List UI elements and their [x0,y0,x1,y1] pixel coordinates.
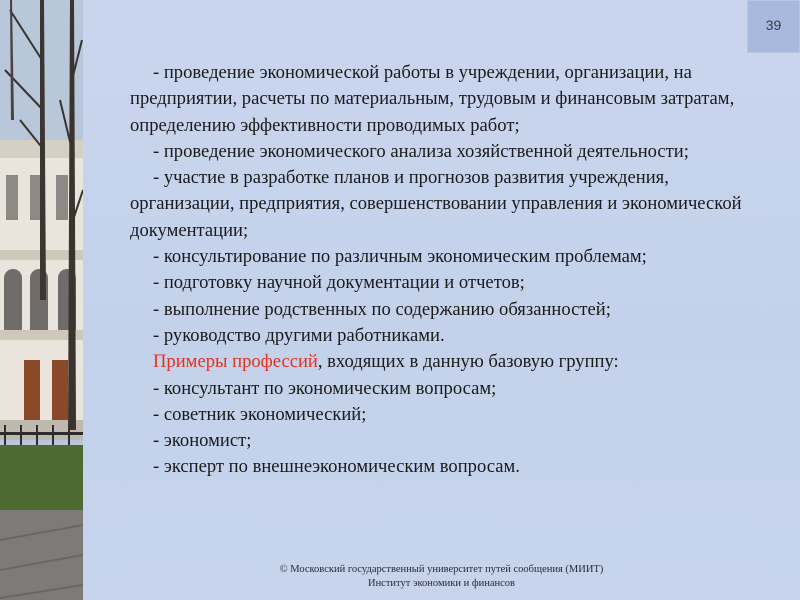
duty-item: - подготовку научной документации и отчетов; [153,272,525,294]
examples-heading-rest: , входящих в данную базовую группу: [317,351,619,373]
profession-item: - консультант по экономическим вопросам; [153,377,497,399]
profession-item: - эксперт по внешнеэкономическим вопросам. [153,456,520,478]
top-band [83,0,800,56]
duty-item: - участие в разработке планов и прогнозов развития учреждения, организации, предприятия, совершенствовании управления и экономической документации; [130,167,742,241]
examples-highlight: Примеры профессий [153,351,318,373]
slide-body [130,60,745,481]
duty-item: - проведение экономической работы в учреждении, организации, на предприятии, расчеты по материальным, трудовым и финансовым затратам, определению эффективности проводимых работ; [130,62,735,136]
slide-number: 39 [765,17,782,33]
duty-item: - руководство другими работниками. [153,324,445,346]
duty-item: - консультирование по различным экономическим проблемам; [153,246,647,268]
examples-heading [130,349,745,375]
duty-item: - проведение экономического анализа хозяйственной деятельности; [153,140,689,162]
profession-item: - советник экономический; [153,403,367,425]
slide-panel [83,0,800,600]
footer-copyright: © Московский государственный университет путей сообщения (МИИТ) [279,564,604,575]
profession-item: - экономист; [153,430,252,452]
slide-number-box [747,0,800,53]
duty-item: - выполнение родственных по содержанию обязанностей; [153,298,611,320]
background-photo [0,0,83,600]
footer [83,563,800,591]
footer-institute: Институт экономики и финансов [367,578,516,589]
